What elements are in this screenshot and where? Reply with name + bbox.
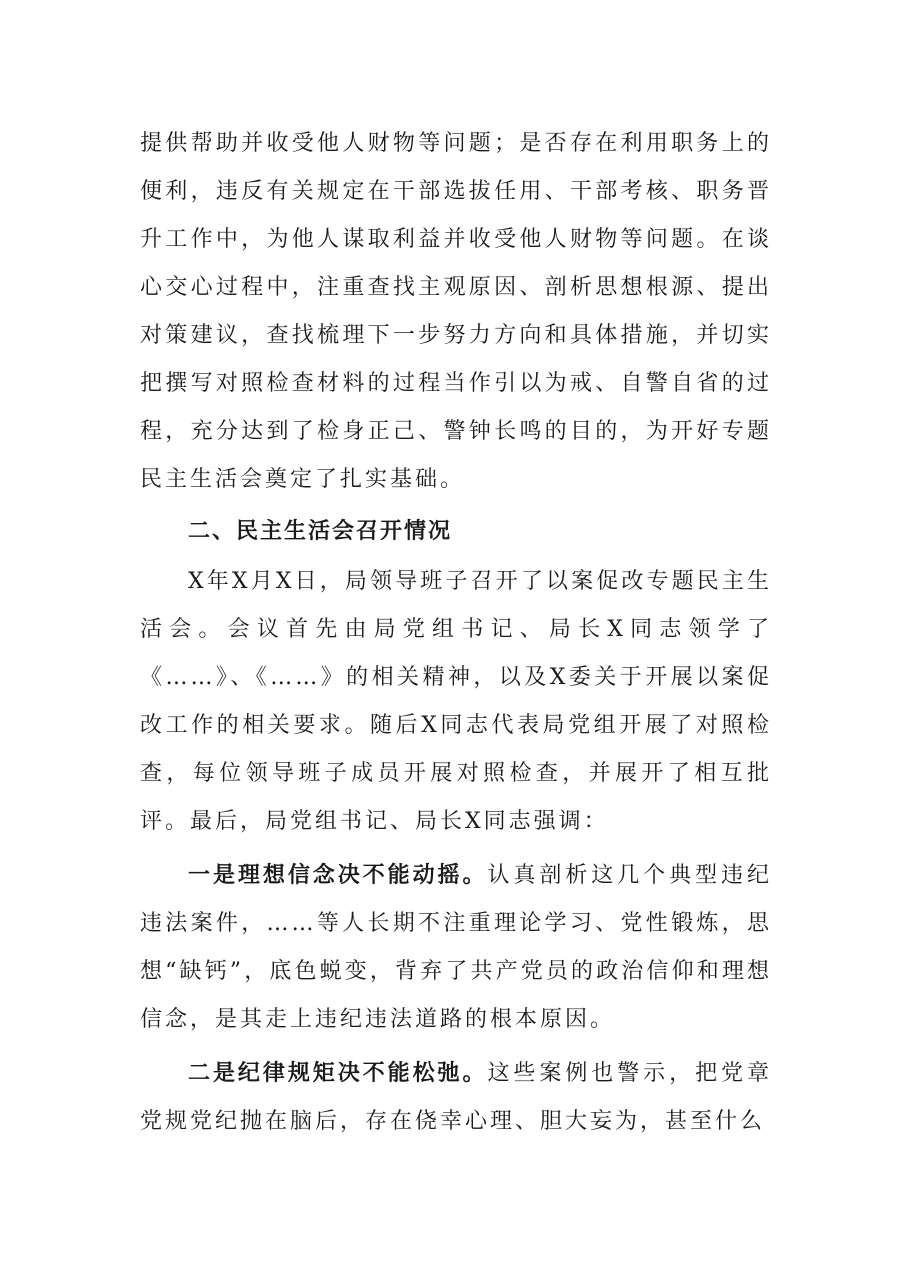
paragraph-continued: 提供帮助并收受他人财物等问题；是否存在利用职务上的便利，违反有关规定在干部选拔任用、干部考核、职务晋升工作中，为他人谋取利益并收受他人财物等问题。在谈心交心过程中，注重查找主观原因、剖析思想根源、提出对策建议，查找梳理下一步努力方向和具体措施，并切实把撰写对照检查材料的过程当作引以为戒、自警自省的过程，充分达到了检身正己、警钟长鸣的目的，为开好专题民主生活会奠定了扎实基础。 <box>140 131 772 492</box>
document-body <box>140 120 772 1146</box>
paragraph-point-2 <box>140 1050 772 1146</box>
paragraph-meeting: X年X月X日，局领导班子召开了以案促改专题民主生活会。会议首先由局党组书记、局长X同志领学了《……》、《……》的相关精神，以及X委关于开展以案促改工作的相关要求。随后X同志代表局党组开展了对照检查，每位领导班子成员开展对照检查，并展开了相互批评。最后，局党组书记、局长X同志强调： <box>140 569 772 834</box>
point-2-body: 这些案例也警示，把党章党规党纪抛在脑后，存在侥幸心理、胆大妄为，甚至什么 <box>140 1061 772 1134</box>
paragraph-point-1 <box>140 852 772 1044</box>
section-heading: 二、民主生活会召开情况 <box>188 519 453 544</box>
point-2-lead: 二是纪律规矩决不能松弛。 <box>188 1061 488 1086</box>
point-1-body: 认真剖析这几个典型违纪违法案件，……等人长期不注重理论学习、党性锻炼，思想“缺钙”，底色蜕变，背弃了共产党员的政治信仰和理想信念，是其走上违纪违法道路的根本原因。 <box>140 863 772 1032</box>
point-1-lead: 一是理想信念决不能动摇。 <box>188 863 488 888</box>
